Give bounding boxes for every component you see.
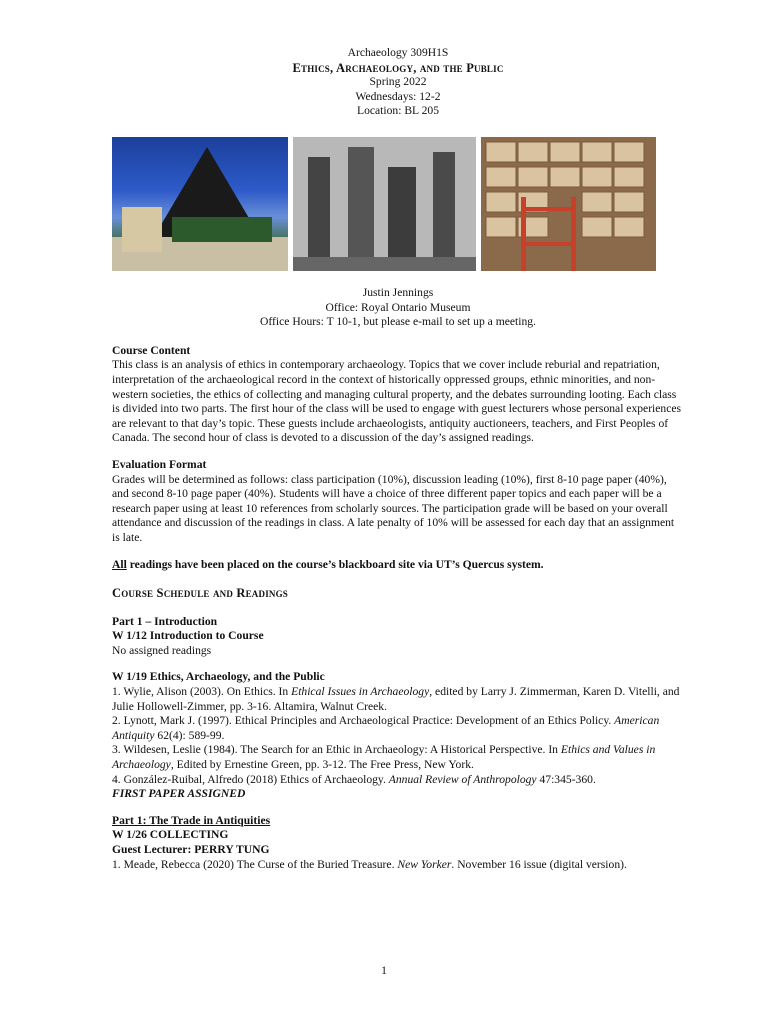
course-content-section	[112, 344, 684, 446]
reading-5-b: New Yorker	[397, 857, 452, 871]
schedule-part1	[112, 615, 684, 659]
readings-note	[112, 558, 684, 573]
reading-5	[112, 858, 684, 873]
term: Spring 2022	[369, 75, 427, 89]
evaluation-body: Grades will be determined as follows: class participation (10%), discussion leading (10%), first 8-10 page paper (40%), and second 8-10 page paper (40%). Students will have a choice of three different paper topics and each paper will be a research paper using at least 10 references from scholarly sources. The participation grade will be based on your overall attendance and discussion of the readings in class. A late penalty of 10% will be assessed for each day that an assignment is late.	[112, 472, 675, 544]
course-content-body: This class is an analysis of ethics in contemporary archaeology. Topics that we cover include reburial and repatriation, interpretation of the archaeological record in the context of historically oppressed groups, ethnic minorities, and non-western societies, the ethics of collecting and managing cultural property, and the debates surrounding looting. Each class is divided into two parts. The first hour of the class will be used to engage with guest lecturers whose personal experiences are relevant to that day’s topic. These guests include archaeologists, antiquity auctioneers, teachers, and First Peoples of Canada. The second hour of class is devoted to a discussion of the day’s assigned readings.	[112, 358, 682, 445]
reading-2	[112, 714, 684, 743]
reading-2-c: 62(4): 589-99.	[154, 728, 225, 742]
course-code: Archaeology 309H1S	[347, 46, 449, 59]
schedule-part2	[112, 814, 684, 872]
reading-1	[112, 685, 684, 714]
first-paper-assigned: FIRST PAPER ASSIGNED	[112, 787, 246, 801]
reading-3-b: Ethics and Values in Archaeology	[112, 743, 656, 772]
course-title: Ethics, Archaeology, and the Public	[292, 60, 504, 75]
week3-title: W 1/26 COLLECTING	[112, 828, 229, 842]
week1-title: W 1/12 Introduction to Course	[112, 629, 264, 643]
reading-4	[112, 773, 684, 788]
reading-1-a: 1. Wylie, Alison (2003). On Ethics. In	[112, 685, 292, 699]
part2-title: Part 1: The Trade in Antiquities	[112, 813, 271, 827]
syllabus-body	[112, 286, 684, 872]
week1-note: No assigned readings	[112, 643, 212, 657]
syllabus-page	[112, 46, 684, 119]
readings-note-rest: readings have been placed on the course’s blackboard site via UT’s Quercus system.	[126, 557, 544, 571]
reading-3-c: , Edited by Ernestine Green, pp. 3-12. The Free Press, New York.	[170, 758, 474, 772]
totem-poles-photo	[293, 137, 476, 271]
reading-3-a: 3. Wildesen, Leslie (1984). The Search for an Ethic in Archaeology: A Historical Perspective. In	[112, 743, 561, 757]
instructor-name: Justin Jennings	[362, 286, 434, 299]
class-location: Location: BL 205	[357, 104, 439, 118]
week2-title: W 1/19 Ethics, Archaeology, and the Public	[112, 670, 325, 684]
course-content-heading: Course Content	[112, 343, 191, 357]
reading-4-c: 47:345-360.	[536, 772, 596, 786]
schedule-heading: Course Schedule and Readings	[112, 586, 289, 601]
guest-lecturer: Guest Lecturer: PERRY TUNG	[112, 843, 270, 856]
evaluation-heading: Evaluation Format	[112, 457, 207, 471]
instructor-office: Office: Royal Ontario Museum	[325, 300, 471, 314]
part1-title: Part 1 – Introduction	[112, 614, 218, 628]
reading-1-b: Ethical Issues in Archaeology	[291, 685, 430, 699]
reading-4-b: Annual Review of Anthropology	[388, 772, 537, 786]
reading-2-b: American Antiquity	[112, 714, 660, 742]
luxor-pyramid-sphinx-photo	[112, 137, 288, 271]
reading-4-a: 4. González-Ruibal, Alfredo (2018) Ethics of Archaeology.	[112, 772, 389, 786]
instructor-block	[112, 286, 684, 330]
readings-note-all: All	[112, 557, 127, 571]
evaluation-section	[112, 458, 684, 546]
reading-2-a: 2. Lynott, Mark J. (1997). Ethical Principles and Archaeological Practice: Development of an Ethics Policy.	[112, 714, 615, 728]
archive-boxes-photo	[481, 137, 656, 271]
reading-5-a: 1. Meade, Rebecca (2020) The Curse of the Buried Treasure.	[112, 857, 398, 871]
reading-5-c: . November 16 issue (digital version).	[451, 857, 627, 871]
reading-1-c: , edited by Larry J. Zimmerman, Karen D. Vitelli, and Julie Hollowell-Zimmer, pp. 3-16. Altamira, Walnut Creek.	[112, 685, 680, 713]
reading-3	[112, 743, 684, 772]
page-number: 1	[381, 964, 387, 977]
photo-strip	[112, 137, 656, 271]
class-time: Wednesdays: 12-2	[355, 89, 441, 103]
week2-block	[112, 670, 684, 801]
header	[112, 46, 684, 119]
office-hours: Office Hours: T 10-1, but please e-mail to set up a meeting.	[260, 315, 536, 329]
